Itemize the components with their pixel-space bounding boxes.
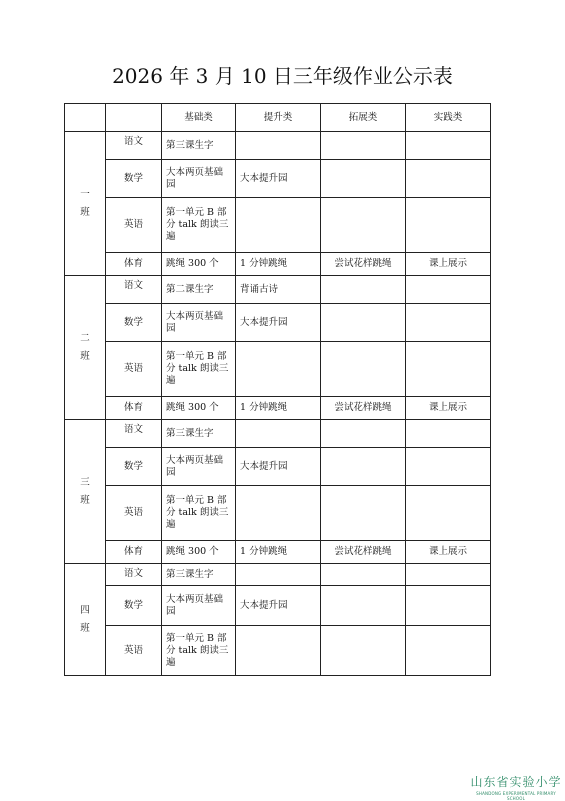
header-row bbox=[65, 104, 491, 132]
homework-cell bbox=[406, 564, 491, 586]
homework-cell: 第三课生字 bbox=[162, 132, 236, 160]
homework-cell bbox=[321, 198, 406, 253]
homework-cell bbox=[321, 132, 406, 160]
homework-cell bbox=[406, 586, 491, 626]
subject-cell: 英语 bbox=[106, 342, 162, 397]
homework-cell bbox=[406, 304, 491, 342]
homework-cell bbox=[406, 486, 491, 541]
homework-cell bbox=[236, 420, 321, 448]
table-row bbox=[65, 342, 491, 397]
homework-cell bbox=[321, 342, 406, 397]
homework-cell: 第一单元 B 部分 talk 朗读三遍 bbox=[162, 342, 236, 397]
table-row bbox=[65, 198, 491, 253]
class-label-cell bbox=[65, 420, 106, 564]
homework-cell: 课上展示 bbox=[406, 253, 491, 276]
subject-cell: 体育 bbox=[106, 397, 162, 420]
homework-cell bbox=[406, 198, 491, 253]
homework-cell: 尝试花样跳绳 bbox=[321, 541, 406, 564]
homework-cell bbox=[321, 160, 406, 198]
homework-cell bbox=[236, 626, 321, 676]
homework-cell: 大本两页基础园 bbox=[162, 304, 236, 342]
homework-cell: 第二课生字 bbox=[162, 276, 236, 304]
homework-cell bbox=[321, 486, 406, 541]
class-label-number: 一 bbox=[80, 188, 90, 200]
table-row bbox=[65, 626, 491, 676]
class-label-number: 三 bbox=[80, 476, 90, 488]
table-row bbox=[65, 448, 491, 486]
class-label-suffix: 班 bbox=[80, 350, 90, 362]
subject-cell: 数学 bbox=[106, 160, 162, 198]
class-label-suffix: 班 bbox=[80, 494, 90, 506]
homework-cell bbox=[321, 448, 406, 486]
homework-cell: 大本提升园 bbox=[236, 304, 321, 342]
subject-cell: 数学 bbox=[106, 304, 162, 342]
homework-cell: 大本两页基础园 bbox=[162, 448, 236, 486]
table-row bbox=[65, 586, 491, 626]
homework-cell bbox=[406, 160, 491, 198]
class-label-cell bbox=[65, 564, 106, 676]
homework-cell: 第三课生字 bbox=[162, 420, 236, 448]
subject-cell: 英语 bbox=[106, 198, 162, 253]
homework-cell bbox=[236, 132, 321, 160]
homework-cell: 第一单元 B 部分 talk 朗读三遍 bbox=[162, 626, 236, 676]
table-row bbox=[65, 564, 491, 586]
homework-cell: 大本提升园 bbox=[236, 586, 321, 626]
header-cell: 实践类 bbox=[406, 104, 491, 132]
homework-cell: 课上展示 bbox=[406, 397, 491, 420]
homework-cell: 跳绳 300 个 bbox=[162, 253, 236, 276]
header-cell: 基础类 bbox=[162, 104, 236, 132]
homework-cell: 背诵古诗 bbox=[236, 276, 321, 304]
homework-cell bbox=[321, 626, 406, 676]
table-row bbox=[65, 420, 491, 448]
page-title: 2026 年 3 月 10 日三年级作业公示表 bbox=[112, 64, 453, 88]
homework-cell: 课上展示 bbox=[406, 541, 491, 564]
homework-cell: 第一单元 B 部分 talk 朗读三遍 bbox=[162, 198, 236, 253]
school-logo-english: SHANDONG EXPERIMENTAL PRIMARY SCHOOL bbox=[476, 791, 556, 801]
subject-cell: 语文 bbox=[106, 276, 162, 304]
homework-cell: 1 分钟跳绳 bbox=[236, 541, 321, 564]
homework-cell bbox=[236, 564, 321, 586]
homework-cell bbox=[406, 132, 491, 160]
subject-cell: 英语 bbox=[106, 486, 162, 541]
table-row bbox=[65, 276, 491, 304]
table-row bbox=[65, 397, 491, 420]
homework-cell: 大本两页基础园 bbox=[162, 160, 236, 198]
homework-cell: 大本提升园 bbox=[236, 448, 321, 486]
class-label-number: 四 bbox=[80, 604, 90, 616]
homework-cell bbox=[321, 564, 406, 586]
table-row bbox=[65, 541, 491, 564]
homework-cell: 尝试花样跳绳 bbox=[321, 253, 406, 276]
homework-cell: 第一单元 B 部分 talk 朗读三遍 bbox=[162, 486, 236, 541]
school-logo-name: 山东省实验小学 bbox=[470, 775, 562, 789]
table-row bbox=[65, 160, 491, 198]
homework-cell bbox=[321, 420, 406, 448]
homework-cell bbox=[236, 198, 321, 253]
subject-cell: 数学 bbox=[106, 586, 162, 626]
homework-cell: 大本提升园 bbox=[236, 160, 321, 198]
header-cell bbox=[106, 104, 162, 132]
homework-cell bbox=[321, 586, 406, 626]
class-label-suffix: 班 bbox=[80, 206, 90, 218]
homework-cell bbox=[236, 486, 321, 541]
homework-cell: 尝试花样跳绳 bbox=[321, 397, 406, 420]
table-row bbox=[65, 253, 491, 276]
homework-cell bbox=[406, 276, 491, 304]
subject-cell: 语文 bbox=[106, 420, 162, 448]
class-label-suffix: 班 bbox=[80, 622, 90, 634]
homework-cell: 跳绳 300 个 bbox=[162, 541, 236, 564]
homework-cell bbox=[321, 276, 406, 304]
class-label-cell bbox=[65, 276, 106, 420]
table-row bbox=[65, 304, 491, 342]
homework-cell: 1 分钟跳绳 bbox=[236, 397, 321, 420]
subject-cell: 语文 bbox=[106, 564, 162, 586]
homework-table bbox=[64, 103, 491, 676]
header-cell: 提升类 bbox=[236, 104, 321, 132]
homework-cell bbox=[406, 342, 491, 397]
homework-cell bbox=[236, 342, 321, 397]
subject-cell: 英语 bbox=[106, 626, 162, 676]
homework-cell: 第三课生字 bbox=[162, 564, 236, 586]
class-label-number: 二 bbox=[80, 332, 90, 344]
homework-cell: 大本两页基础园 bbox=[162, 586, 236, 626]
homework-cell: 跳绳 300 个 bbox=[162, 397, 236, 420]
homework-cell bbox=[406, 626, 491, 676]
subject-cell: 语文 bbox=[106, 132, 162, 160]
subject-cell: 数学 bbox=[106, 448, 162, 486]
subject-cell: 体育 bbox=[106, 253, 162, 276]
homework-cell bbox=[406, 420, 491, 448]
class-label-cell bbox=[65, 132, 106, 276]
header-cell bbox=[65, 104, 106, 132]
header-cell: 拓展类 bbox=[321, 104, 406, 132]
homework-cell bbox=[406, 448, 491, 486]
homework-cell: 1 分钟跳绳 bbox=[236, 253, 321, 276]
homework-cell bbox=[321, 304, 406, 342]
table-row bbox=[65, 132, 491, 160]
school-logo bbox=[470, 773, 562, 801]
table-row bbox=[65, 486, 491, 541]
subject-cell: 体育 bbox=[106, 541, 162, 564]
